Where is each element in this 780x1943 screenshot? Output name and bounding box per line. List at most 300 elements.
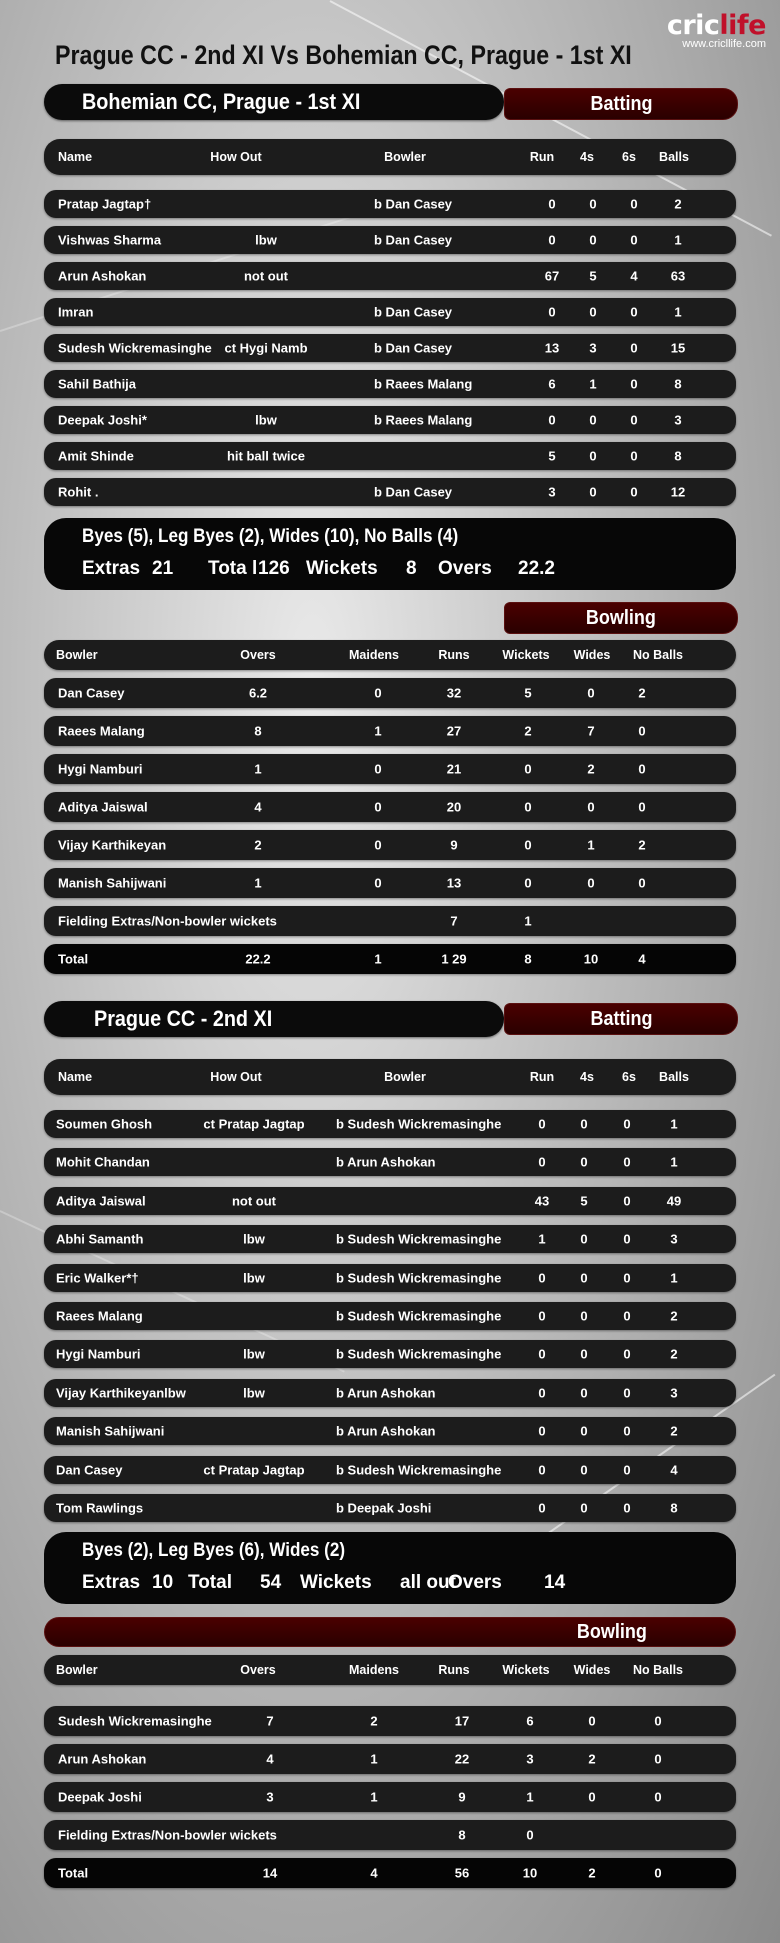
summary-overs: 22.2	[518, 558, 555, 579]
cell-2: b Deepak Joshi	[336, 1500, 432, 1516]
cell-1: hit ball twice	[226, 448, 306, 464]
cell-4: 0	[589, 304, 597, 320]
batting-row	[44, 1110, 736, 1138]
totals-line	[82, 1572, 682, 1596]
cell-5: 0	[630, 232, 638, 248]
cell-1: 1	[254, 875, 262, 891]
cell-2: 0	[374, 685, 382, 701]
cell-5: 6s	[622, 1070, 636, 1084]
summary-total_label: Tota l	[208, 558, 258, 579]
cell-2: b Dan Casey	[374, 340, 453, 356]
cell-3: 0	[538, 1346, 546, 1362]
tag-label: Bowling	[585, 606, 656, 629]
summary-wickets: 8	[406, 558, 417, 579]
cell-5: 2	[588, 1865, 596, 1881]
cell-4: 0	[589, 484, 597, 500]
batting-header-row	[44, 1059, 736, 1095]
cell-4: 0	[580, 1231, 588, 1247]
cell-3: 0	[538, 1116, 546, 1132]
cell-4: 0	[580, 1270, 588, 1286]
cell-0: Sudesh Wickremasinghe	[58, 340, 212, 356]
cell-0: Rohit .	[58, 484, 99, 500]
summary-extras: 21	[152, 558, 174, 579]
cell-3: 27	[446, 723, 462, 739]
brand-logo	[667, 10, 766, 50]
cell-4: 0	[589, 448, 597, 464]
cell-0: Total	[58, 951, 89, 967]
cell-3: 13	[544, 340, 560, 356]
cell-1: lbw	[243, 1385, 265, 1401]
cell-0: Pratap Jagtap†	[58, 196, 152, 212]
extras-detail: Byes (2), Leg Byes (6), Wides (2)	[82, 1540, 346, 1561]
cell-0: Bowler	[56, 648, 98, 662]
cell-3: 0	[548, 304, 556, 320]
bowling-row	[44, 678, 736, 708]
cell-6: 3	[674, 412, 682, 428]
cell-6: 1	[670, 1116, 678, 1132]
cell-2: b Arun Ashokan	[336, 1423, 436, 1439]
batting-row	[44, 226, 736, 254]
cell-3: 22	[454, 1751, 470, 1767]
cell-3: 20	[446, 799, 462, 815]
cell-6: 2	[670, 1423, 678, 1439]
cell-1: 2	[254, 837, 262, 853]
cell-3: 21	[446, 761, 462, 777]
cell-0: Sahil Bathija	[58, 376, 137, 392]
cell-2: b Sudesh Wickremasinghe	[336, 1346, 502, 1362]
cell-2: Bowler	[384, 1070, 426, 1084]
cell-5: 2	[588, 1751, 596, 1767]
cell-3: 9	[450, 837, 458, 853]
cell-6: 1	[670, 1270, 678, 1286]
batting-row	[44, 1225, 736, 1253]
batting-row	[44, 298, 736, 326]
cell-0: Abhi Samanth	[56, 1231, 144, 1247]
cell-4: 0	[524, 837, 532, 853]
cell-3: 0	[548, 412, 556, 428]
cell-0: Fielding Extras/Non-bowler wickets	[58, 1827, 277, 1843]
cell-6: No Balls	[632, 1663, 684, 1677]
summary-overs_label: Overs	[448, 1572, 502, 1593]
cell-4: 0	[580, 1154, 588, 1170]
totals-line	[82, 558, 682, 582]
cell-0: Vijay Karthikeyan	[58, 837, 167, 853]
cell-1: 3	[266, 1789, 274, 1805]
batting-row	[44, 406, 736, 434]
cell-4: Wickets	[502, 1663, 550, 1677]
cell-6: 15	[670, 340, 686, 356]
bowling-row	[44, 754, 736, 784]
cell-3: 0	[538, 1270, 546, 1286]
cell-2: b Sudesh Wickremasinghe	[336, 1116, 502, 1132]
bowling-tag	[504, 602, 738, 634]
cell-3: 1	[538, 1231, 546, 1247]
cell-2: b Arun Ashokan	[336, 1154, 436, 1170]
cell-3: 1 29	[441, 951, 467, 967]
cell-5: 0	[587, 799, 595, 815]
cell-0: Manish Sahijwani	[56, 1423, 165, 1439]
cell-1: Overs	[240, 1663, 276, 1677]
bowling-row	[44, 792, 736, 822]
cell-6: 8	[670, 1500, 678, 1516]
cell-1: How Out	[210, 150, 262, 164]
batting-row	[44, 478, 736, 506]
summary-extras_label: Extras	[82, 1572, 141, 1593]
cell-6: 2	[670, 1346, 678, 1362]
summary-total_label: Total	[188, 1572, 232, 1593]
cell-0: Soumen Ghosh	[56, 1116, 153, 1132]
cell-5: 0	[588, 1713, 596, 1729]
cell-3: 0	[548, 196, 556, 212]
cell-4: 0	[580, 1423, 588, 1439]
summary-wickets_label: Wickets	[300, 1572, 372, 1593]
bowling-row	[44, 830, 736, 860]
cell-5: 1	[587, 837, 595, 853]
cell-0: Vishwas Sharma	[58, 232, 162, 248]
cell-6: 49	[666, 1193, 682, 1209]
cell-6: 0	[638, 761, 646, 777]
batting-row	[44, 334, 736, 362]
cell-0: Aditya Jaiswal	[56, 1193, 146, 1209]
cell-6: 0	[654, 1865, 662, 1881]
batting-row	[44, 442, 736, 470]
cell-6: 12	[670, 484, 686, 500]
cell-5: 0	[623, 1270, 631, 1286]
batting-tag	[504, 1003, 738, 1035]
batting-header-row	[44, 139, 736, 175]
cell-6: 8	[674, 448, 682, 464]
cell-3: 6	[548, 376, 556, 392]
cell-4: 5	[589, 268, 597, 284]
page-title: Prague CC - 2nd XI Vs Bohemian CC, Prague - 1st XI	[55, 40, 632, 70]
cell-5: 0	[630, 412, 638, 428]
cell-1: 8	[458, 1827, 466, 1843]
bowling-row	[44, 1744, 736, 1774]
bowling-row	[44, 1706, 736, 1736]
cell-1: How Out	[210, 1070, 262, 1084]
cell-5: 0	[623, 1385, 631, 1401]
batting-row	[44, 1379, 736, 1407]
cell-2: Maidens	[348, 1663, 400, 1677]
bowling-total-row	[44, 1858, 736, 1888]
cell-3: 32	[446, 685, 462, 701]
cell-0: Tom Rawlings	[56, 1500, 144, 1516]
cell-0: Amit Shinde	[58, 448, 134, 464]
cell-2: 2	[370, 1713, 378, 1729]
cell-0: Manish Sahijwani	[58, 875, 167, 891]
cell-2: 1	[524, 913, 532, 929]
cell-0: Eric Walker*†	[56, 1270, 139, 1286]
cell-5: 0	[623, 1116, 631, 1132]
cell-2: 1	[370, 1789, 378, 1805]
cell-6: 8	[674, 376, 682, 392]
cell-1: lbw	[255, 412, 277, 428]
cell-5: Wides	[573, 1663, 611, 1677]
cell-2: 0	[374, 799, 382, 815]
cell-4: 6	[526, 1713, 534, 1729]
batting-row	[44, 1264, 736, 1292]
cell-1: 6.2	[248, 685, 268, 701]
cell-5: 0	[623, 1154, 631, 1170]
cell-1: lbw	[243, 1346, 265, 1362]
cell-3: 13	[446, 875, 462, 891]
cell-0: Arun Ashokan	[58, 268, 147, 284]
cell-3: Runs	[438, 1663, 470, 1677]
cell-6: 2	[670, 1308, 678, 1324]
cell-0: Dan Casey	[58, 685, 125, 701]
bowling-header-row	[44, 1655, 736, 1685]
cell-6: 2	[674, 196, 682, 212]
cell-1: not out	[231, 1193, 277, 1209]
cell-6: 0	[638, 799, 646, 815]
cell-1: 4	[266, 1751, 274, 1767]
summary-overs: 14	[544, 1572, 566, 1593]
batting-row	[44, 1340, 736, 1368]
cell-0: Aditya Jaiswal	[58, 799, 148, 815]
cell-2: b Arun Ashokan	[336, 1385, 436, 1401]
cell-2: b Raees Malang	[374, 412, 473, 428]
cell-2: b Sudesh Wickremasinghe	[336, 1270, 502, 1286]
brand-url: www.cricllife.com	[682, 38, 766, 50]
cell-2: 0	[374, 837, 382, 853]
summary-extras: 10	[152, 1572, 174, 1593]
cell-2: b Raees Malang	[374, 376, 473, 392]
cell-3: 5	[548, 448, 556, 464]
cell-5: 0	[623, 1423, 631, 1439]
summary-total: 126	[258, 558, 290, 579]
cell-1: 4	[254, 799, 262, 815]
cell-4: 0	[580, 1346, 588, 1362]
fielding-row	[44, 906, 736, 936]
team-header-bar	[44, 84, 504, 120]
cell-6: 0	[654, 1789, 662, 1805]
cell-6: 0	[654, 1751, 662, 1767]
cell-0: Deepak Joshi*	[58, 412, 147, 428]
tag-label: Bowling	[577, 1620, 648, 1643]
cell-2: b Sudesh Wickremasinghe	[336, 1462, 502, 1478]
batting-row	[44, 1417, 736, 1445]
batting-row	[44, 370, 736, 398]
cell-5: 7	[587, 723, 595, 739]
cell-2: b Sudesh Wickremasinghe	[336, 1231, 502, 1247]
batting-tag	[504, 88, 738, 120]
cell-3: Runs	[438, 648, 470, 662]
cell-6: 1	[674, 304, 682, 320]
batting-row	[44, 262, 736, 290]
cell-4: Wickets	[502, 648, 550, 662]
cell-6: Balls	[659, 1070, 689, 1084]
batting-row	[44, 1187, 736, 1215]
cell-2: b Dan Casey	[374, 484, 453, 500]
cell-5: Wides	[573, 648, 611, 662]
cell-2: 4	[370, 1865, 378, 1881]
cell-4: 0	[580, 1462, 588, 1478]
cell-3: 43	[534, 1193, 550, 1209]
batting-row	[44, 190, 736, 218]
cell-3: 0	[538, 1308, 546, 1324]
cell-4: 5	[524, 685, 532, 701]
batting-row	[44, 1494, 736, 1522]
cell-1: lbw	[243, 1270, 265, 1286]
cell-4: 0	[524, 761, 532, 777]
cell-0: Hygi Namburi	[58, 761, 143, 777]
cell-6: 4	[638, 951, 646, 967]
cell-3: 0	[538, 1500, 546, 1516]
cell-1: lbw	[243, 1231, 265, 1247]
cell-4: 2	[524, 723, 532, 739]
batting-row	[44, 1148, 736, 1176]
cell-0: Raees Malang	[58, 723, 145, 739]
cell-4: 4s	[580, 1070, 594, 1084]
cell-0: Vijay Karthikeyanlbw	[56, 1385, 186, 1401]
cell-1: ct Pratap Jagtap	[203, 1116, 305, 1132]
cell-3: 0	[548, 232, 556, 248]
cell-4: 0	[580, 1385, 588, 1401]
cell-1: not out	[243, 268, 289, 284]
cell-5: 0	[630, 340, 638, 356]
summary-overs_label: Overs	[438, 558, 492, 579]
cell-0: Raees Malang	[56, 1308, 143, 1324]
cell-1: 22.2	[245, 951, 271, 967]
summary-wickets: all out	[400, 1572, 456, 1593]
cell-5: 2	[587, 761, 595, 777]
batting-row	[44, 1456, 736, 1484]
cell-5: 0	[623, 1193, 631, 1209]
cell-1: 1	[254, 761, 262, 777]
cell-0: Name	[58, 1070, 93, 1084]
cell-3: 0	[538, 1385, 546, 1401]
cell-2: 1	[370, 1751, 378, 1767]
team-header-bar	[44, 1001, 504, 1037]
cell-2: 1	[374, 723, 382, 739]
fielding-row	[44, 1820, 736, 1850]
cell-2: 0	[374, 875, 382, 891]
cell-3: 67	[544, 268, 560, 284]
tag-label: Batting	[589, 92, 652, 115]
cell-5: 0	[623, 1462, 631, 1478]
cell-4: 0	[589, 196, 597, 212]
cell-6: 63	[670, 268, 686, 284]
cell-6: 0	[638, 875, 646, 891]
cell-4: 3	[526, 1751, 534, 1767]
cell-1: 8	[254, 723, 262, 739]
summary-wickets_label: Wickets	[306, 558, 378, 579]
cell-4: 0	[524, 799, 532, 815]
cell-6: 2	[638, 837, 646, 853]
cell-6: 3	[670, 1385, 678, 1401]
team-name: Bohemian CC, Prague - 1st XI	[82, 89, 361, 114]
cell-5: 0	[623, 1308, 631, 1324]
cell-0: Dan Casey	[56, 1462, 123, 1478]
cell-5: 0	[630, 448, 638, 464]
cell-5: 0	[587, 685, 595, 701]
cell-5: 0	[630, 484, 638, 500]
cell-3: 17	[454, 1713, 470, 1729]
cell-5: 0	[623, 1231, 631, 1247]
cell-4: 0	[589, 412, 597, 428]
cell-5: 0	[587, 875, 595, 891]
cell-0: Deepak Joshi	[58, 1789, 142, 1805]
cell-2: Bowler	[384, 150, 426, 164]
extras-summary-box	[44, 1532, 736, 1604]
cell-5: 0	[630, 196, 638, 212]
cell-5: 0	[630, 376, 638, 392]
cell-6: 3	[670, 1231, 678, 1247]
cell-5: 0	[623, 1500, 631, 1516]
cell-5: 6s	[622, 150, 636, 164]
cell-5: 4	[630, 268, 638, 284]
cell-5: 0	[623, 1346, 631, 1362]
cell-4: 4s	[580, 150, 594, 164]
cell-0: Total	[58, 1865, 89, 1881]
cell-4: 0	[580, 1308, 588, 1324]
tag-label: Batting	[589, 1007, 652, 1030]
cell-6: 2	[638, 685, 646, 701]
cell-1: ct Hygi Namb	[224, 340, 308, 356]
cell-6: 1	[674, 232, 682, 248]
cell-3: 0	[538, 1423, 546, 1439]
bowling-row	[44, 868, 736, 898]
cell-1: lbw	[255, 232, 277, 248]
cell-4: 1	[589, 376, 597, 392]
cell-0: Hygi Namburi	[56, 1346, 141, 1362]
cell-2: Maidens	[348, 648, 400, 662]
cell-3: Run	[529, 150, 555, 164]
cell-5: 0	[630, 304, 638, 320]
bowling-tag	[44, 1617, 736, 1647]
cell-3: 0	[538, 1154, 546, 1170]
cell-1: ct Pratap Jagtap	[203, 1462, 305, 1478]
cell-4: 10	[522, 1865, 538, 1881]
bowling-total-row	[44, 944, 736, 974]
logo-text-a: cric	[666, 10, 720, 41]
cell-4: 3	[589, 340, 597, 356]
cell-5: 10	[583, 951, 599, 967]
cell-3: 9	[458, 1789, 466, 1805]
cell-2: b Dan Casey	[374, 196, 453, 212]
extras-detail: Byes (5), Leg Byes (2), Wides (10), No Balls (4)	[82, 526, 459, 547]
cell-0: Bowler	[56, 1663, 98, 1677]
cell-1: 7	[266, 1713, 274, 1729]
cell-3: 56	[454, 1865, 470, 1881]
cell-0: Arun Ashokan	[58, 1751, 147, 1767]
logo-text-b: life	[719, 10, 766, 41]
cell-1: Overs	[240, 648, 276, 662]
cell-6: 4	[670, 1462, 678, 1478]
batting-row	[44, 1302, 736, 1330]
team-name: Prague CC - 2nd XI	[94, 1006, 273, 1031]
summary-total: 54	[260, 1572, 282, 1593]
bowling-row	[44, 716, 736, 746]
cell-6: Balls	[659, 150, 689, 164]
cell-2: b Sudesh Wickremasinghe	[336, 1308, 502, 1324]
bowling-header-row	[44, 640, 736, 670]
cell-4: 8	[524, 951, 532, 967]
cell-1: 14	[262, 1865, 278, 1881]
cell-0: Imran	[58, 304, 94, 320]
cell-2: b Dan Casey	[374, 232, 453, 248]
cell-1: 7	[450, 913, 458, 929]
cell-4: 0	[524, 875, 532, 891]
summary-extras_label: Extras	[82, 558, 141, 579]
cell-2: 0	[526, 1827, 534, 1843]
cell-0: Name	[58, 150, 93, 164]
cell-4: 0	[580, 1500, 588, 1516]
cell-6: 1	[670, 1154, 678, 1170]
cell-3: 0	[538, 1462, 546, 1478]
cell-2: 1	[374, 951, 382, 967]
cell-4: 0	[589, 232, 597, 248]
